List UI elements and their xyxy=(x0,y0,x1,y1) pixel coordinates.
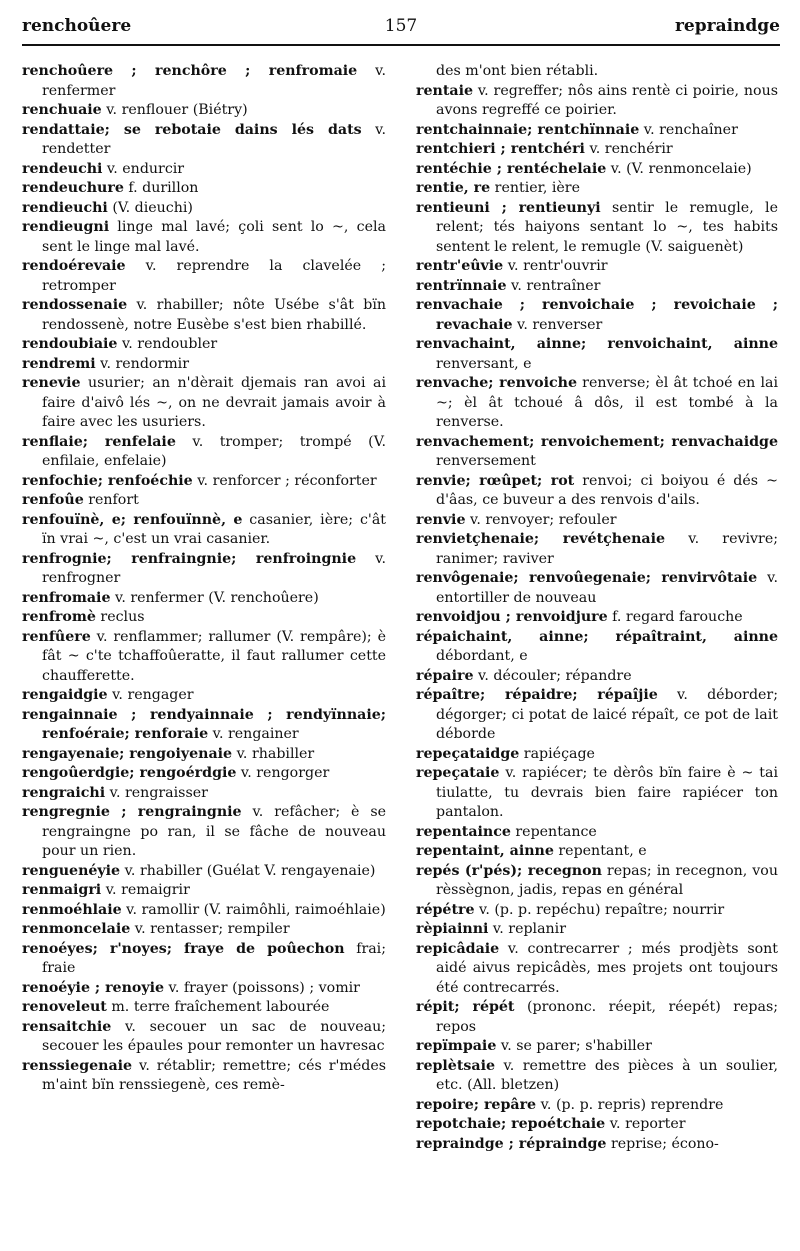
entry-definition: usurier; an n'dèrait djemais ran avoi ai faire d'aivô lés ~, on ne devrait jamais avoir à faire avec les usuriers. xyxy=(42,375,386,430)
entry-definition: v. rengager xyxy=(107,687,194,703)
entry-headword: renvie xyxy=(416,511,466,528)
dictionary-entry xyxy=(416,199,778,258)
entry-definition: renversement xyxy=(436,453,536,469)
entry-headword: rendeuchure xyxy=(22,180,124,196)
entry-definition: v. renflammer; rallumer (V. rempâre); è fât ~ c'te tchaffoûeratte, il faut rallumer cette chaufferette. xyxy=(42,628,386,684)
entry-headword: renfoûe xyxy=(22,492,84,508)
dictionary-entry xyxy=(416,335,778,374)
entry-headword: repeçataidge xyxy=(416,745,520,762)
dictionary-entry xyxy=(22,199,386,219)
dictionary-entry xyxy=(22,901,386,921)
right-column xyxy=(416,62,778,1154)
entry-headword: rengoûerdgie; rengoérdgie xyxy=(22,765,237,781)
dictionary-entry xyxy=(416,667,778,687)
dictionary-entry xyxy=(416,862,778,901)
entry-definition: reprise; écono- xyxy=(606,1135,719,1152)
dictionary-entry xyxy=(22,784,386,804)
entry-definition: renverse; èl ât tchoé en lai ~; èl ât tchoué â dôs, il est tombé à la renverse. xyxy=(436,375,778,430)
dictionary-entry xyxy=(22,1057,386,1096)
entry-headword: renchoûere ; renchôre ; renfromaie xyxy=(22,63,358,79)
dictionary-entry xyxy=(22,355,386,375)
dictionary-entry xyxy=(22,764,386,784)
dictionary-entry xyxy=(22,706,386,745)
entry-definition: v. secouer un sac de nouveau; secouer les épaules pour remonter un havresac xyxy=(42,1018,386,1054)
entry-headword: renfromè xyxy=(22,609,96,625)
dictionary-entry xyxy=(416,374,778,433)
entry-definition: v. contrecarrer ; més prodjèts sont aidé aivus repicâdès, mes projets ont toujours été contrecarrés. xyxy=(436,940,778,996)
entry-headword: renflaie; renfelaie xyxy=(22,433,176,450)
entry-definition: linge mal lavé; çoli sent lo ~, cela sent le linge mal lavé. xyxy=(42,219,386,255)
dictionary-entry xyxy=(416,530,778,569)
header-left-guideword: renchoûere xyxy=(22,16,132,36)
dictionary-entry xyxy=(416,62,778,82)
dictionary-entry xyxy=(22,803,386,862)
dictionary-entry xyxy=(22,608,386,628)
entry-headword: répit; répét xyxy=(416,999,515,1015)
dictionary-entry xyxy=(416,608,778,628)
dictionary-entry xyxy=(416,764,778,823)
entry-headword: renvietçhenaie; revétçhenaie xyxy=(416,531,666,547)
entry-definition: v. replanir xyxy=(488,921,566,937)
dictionary-entry xyxy=(416,433,778,472)
dictionary-entry xyxy=(22,472,386,492)
dictionary-entry xyxy=(416,686,778,745)
entry-definition: v. remaigrir xyxy=(101,882,190,898)
dictionary-entry xyxy=(416,277,778,297)
dictionary-entry xyxy=(22,257,386,296)
entry-definition: (prononc. réepit, réepét) repas; repos xyxy=(436,999,778,1035)
dictionary-entry xyxy=(416,1135,778,1155)
entry-definition: v. (p. p. repris) reprendre xyxy=(536,1096,724,1113)
dictionary-entry xyxy=(416,842,778,862)
dictionary-entry xyxy=(416,1115,778,1135)
entry-definition: v. reprendre la clavelée ; retromper xyxy=(42,258,386,294)
entry-headword: replètsaie xyxy=(416,1057,495,1074)
dictionary-entry xyxy=(416,472,778,511)
entry-headword: rengregnie ; rengraingnie xyxy=(22,804,242,820)
entry-headword: renssiegenaie xyxy=(22,1057,133,1074)
entry-headword: rendeuchi xyxy=(22,160,103,177)
dictionary-entry xyxy=(416,628,778,667)
dictionary-entry xyxy=(416,257,778,277)
dictionary-entry xyxy=(22,998,386,1018)
dictionary-entry xyxy=(22,101,386,121)
entry-headword: repentaint, ainne xyxy=(416,843,554,859)
entry-definition: des m'ont bien rétabli. xyxy=(436,63,599,79)
entry-definition: v. renfermer xyxy=(42,63,386,99)
entry-definition: repentant, e xyxy=(553,843,647,859)
entry-definition: v. reporter xyxy=(605,1116,686,1132)
entry-definition: v. rhabiller; nôte Usébe s'ât bïn rendossenè, notre Eusèbe s'est bien rhabillé. xyxy=(42,297,386,333)
dictionary-entry xyxy=(416,920,778,940)
entry-headword: repeçataie xyxy=(416,765,500,781)
dictionary-entry xyxy=(416,1037,778,1057)
entry-definition: v. renvoyer; refouler xyxy=(465,511,617,528)
entry-headword: rendoubiaie xyxy=(22,336,118,352)
entry-headword: répaichaint, ainne; répaîtraint, ainne xyxy=(416,628,778,645)
dictionary-entry xyxy=(22,296,386,335)
entry-definition: v. découler; répandre xyxy=(473,667,632,684)
dictionary-entry xyxy=(416,1096,778,1116)
entry-definition: v. rendoubler xyxy=(117,336,218,352)
entry-definition: f. durillon xyxy=(123,180,199,196)
dictionary-entry xyxy=(22,62,386,101)
dictionary-entry xyxy=(22,862,386,882)
dictionary-entry xyxy=(416,1057,778,1096)
dictionary-entry xyxy=(22,335,386,355)
entry-definition: v. rendetter xyxy=(42,121,386,157)
entry-headword: renvôgenaie; renvoûegenaie; renvirvôtaie xyxy=(416,570,758,586)
entry-definition: v. rengorger xyxy=(236,765,330,781)
dictionary-entry xyxy=(22,433,386,472)
running-header xyxy=(22,10,780,46)
entry-definition: rentier, ière xyxy=(490,180,580,196)
entry-headword: renvachaint, ainne; renvoichaint, ainne xyxy=(416,336,778,352)
entry-headword: repicâdaie xyxy=(416,940,500,957)
dictionary-entry xyxy=(22,491,386,511)
entry-headword: renvache; renvoiche xyxy=(416,375,577,391)
entry-headword: renfromaie xyxy=(22,589,111,606)
entry-headword: renchuaie xyxy=(22,102,102,118)
entry-definition: v. ramollir (V. raimôhli, raimoéhlaie) xyxy=(121,901,386,918)
entry-definition: v. renverser xyxy=(512,316,603,333)
page-number: 157 xyxy=(384,16,418,36)
dictionary-entry xyxy=(416,160,778,180)
dictionary-entry xyxy=(22,179,386,199)
entry-headword: renmaigri xyxy=(22,882,102,898)
entry-headword: renguenéyie xyxy=(22,862,121,879)
entry-definition: m. terre fraîchement labourée xyxy=(106,999,330,1015)
dictionary-entry xyxy=(22,121,386,160)
entry-headword: rendieugni xyxy=(22,219,110,235)
entry-headword: rentr'eûvie xyxy=(416,258,504,274)
entry-headword: rendossenaie xyxy=(22,297,128,313)
entry-headword: rentéchie ; rentéchelaie xyxy=(416,160,607,177)
entry-headword: renmoncelaie xyxy=(22,921,131,937)
entry-definition: v. renfrogner xyxy=(42,550,386,586)
entry-headword: renoveleut xyxy=(22,999,107,1015)
dictionary-entry xyxy=(22,374,386,433)
dictionary-entry xyxy=(416,82,778,121)
entry-headword: renfûere xyxy=(22,628,91,645)
entry-definition: renversant, e xyxy=(436,355,532,372)
entry-headword: repentaince xyxy=(416,823,511,840)
entry-definition: renfort xyxy=(83,492,139,508)
dictionary-entry xyxy=(22,589,386,609)
dictionary-entry xyxy=(416,901,778,921)
entry-definition: reclus xyxy=(95,609,145,625)
entry-definition: v. rentr'ouvrir xyxy=(503,258,608,274)
entry-definition: repentance xyxy=(510,823,597,840)
entry-definition: v. remettre des pièces à un soulier, etc. (All. bletzen) xyxy=(436,1057,778,1093)
dictionary-entry xyxy=(22,160,386,180)
entry-definition: v. revivre; ranimer; raviver xyxy=(436,531,778,567)
entry-definition: v. entortiller de nouveau xyxy=(436,570,778,606)
entry-definition: v. rengainer xyxy=(208,726,299,742)
dictionary-entry xyxy=(22,628,386,687)
entry-headword: rentchieri ; rentchéri xyxy=(416,141,585,157)
dictionary-entry xyxy=(22,979,386,999)
entry-definition: v. renchérir xyxy=(584,141,673,157)
entry-headword: répaître; répaidre; répaîjie xyxy=(416,687,658,703)
entry-definition: v. (p. p. repéchu) repaître; nourrir xyxy=(474,901,725,918)
entry-definition: v. renforcer ; réconforter xyxy=(192,472,377,489)
entry-definition: casanier, ière; c'ât ïn vrai ~, c'est un vrai casanier. xyxy=(42,511,386,547)
dictionary-entry xyxy=(416,121,778,141)
entry-definition: f. regard farouche xyxy=(607,609,743,625)
entry-definition: repas; in recegnon, vou rèssègnon, jadis, repas en général xyxy=(436,862,778,898)
left-column xyxy=(22,62,386,1096)
entry-definition: v. se parer; s'habiller xyxy=(496,1038,652,1054)
entry-definition: v. renflouer (Biétry) xyxy=(101,102,248,118)
entry-headword: repotchaie; repoétchaie xyxy=(416,1116,606,1132)
dictionary-entry xyxy=(22,920,386,940)
dictionary-entry xyxy=(22,1018,386,1057)
entry-headword: renfouïnè, e; renfouïnnè, e xyxy=(22,511,243,528)
dictionary-entry xyxy=(416,745,778,765)
dictionary-entry xyxy=(22,881,386,901)
entry-definition: renvoi; ci boiyou é dés ~ d'âas, ce buveur a des renvois d'ails. xyxy=(436,472,778,508)
entry-headword: renvie; rœûpet; rot xyxy=(416,472,575,489)
entry-definition: v. rhabiller (Guélat V. rengayenaie) xyxy=(120,862,376,879)
entry-headword: renvachement; renvoichement; renvachaidge xyxy=(416,433,778,450)
entry-definition: frai; fraie xyxy=(42,940,386,976)
dictionary-entry xyxy=(416,998,778,1037)
entry-headword: répétre xyxy=(416,901,475,918)
entry-definition: v. frayer (poissons) ; vomir xyxy=(164,979,360,996)
entry-definition: v. rétablir; remettre; cés r'médes m'aint bïn renssiegenè, ces remè- xyxy=(42,1057,386,1093)
entry-definition: v. endurcir xyxy=(102,160,185,177)
dictionary-entry xyxy=(22,686,386,706)
entry-headword: rendremi xyxy=(22,355,96,372)
entry-definition: sentir le remugle, le relent; tés haiyons sentant lo ~, tes habits sentent le relent, le remugle (V. saiguenèt) xyxy=(436,199,778,255)
entry-headword: rengayenaie; rengoiyenaie xyxy=(22,745,233,762)
entry-headword: repïmpaie xyxy=(416,1038,497,1054)
entry-definition: v. refâcher; è se rengraingne po ran, il se fâche de nouveau pour un rien. xyxy=(42,804,386,859)
dictionary-entry xyxy=(22,745,386,765)
dictionary-entry xyxy=(416,569,778,608)
entry-headword: repoire; repâre xyxy=(416,1096,537,1113)
dictionary-entry xyxy=(416,511,778,531)
entry-headword: renvachaie ; renvoichaie ; revoichaie ; revachaie xyxy=(416,297,778,333)
dictionary-entry xyxy=(416,823,778,843)
entry-headword: rentieuni ; rentieunyi xyxy=(416,199,601,216)
dictionary-entry xyxy=(416,296,778,335)
entry-headword: renevie xyxy=(22,375,81,391)
entry-headword: rengainnaie ; rendyainnaie ; rendyïnnaie; renfoéraie; renforaie xyxy=(22,706,386,742)
entry-definition: v. rapiécer; te dèrôs bïn faire è ~ tai tiulatte, tu devrais bien faire rapiécer ton pantalon. xyxy=(436,765,778,820)
entry-definition: v. (V. renmoncelaie) xyxy=(606,160,752,177)
header-right-guideword: repraindge xyxy=(674,16,780,36)
entry-definition: v. rhabiller xyxy=(232,745,315,762)
entry-headword: rengaidgie xyxy=(22,687,108,703)
entry-definition: rapiéçage xyxy=(519,745,595,762)
entry-definition: (V. dieuchi) xyxy=(107,199,193,216)
entry-headword: renfochie; renfoéchie xyxy=(22,472,193,489)
entry-definition: v. regreffer; nôs ains rentè ci poirie, nous avons regreffé ce poirier. xyxy=(436,82,778,118)
entry-definition: v. renchaîner xyxy=(639,121,738,138)
entry-headword: rentchainnaie; rentchïnnaie xyxy=(416,121,640,138)
entry-headword: renoéyes; r'noyes; fraye de poûechon xyxy=(22,940,345,957)
dictionary-entry xyxy=(416,179,778,199)
entry-definition: v. rengraisser xyxy=(105,784,208,801)
entry-definition: v. déborder; dégorger; ci potat de laicé répaît, ce pot de lait déborde xyxy=(436,687,778,742)
entry-headword: renoéyie ; renoyie xyxy=(22,979,165,996)
entry-headword: rentie, re xyxy=(416,180,491,196)
dictionary-entry xyxy=(22,550,386,589)
entry-definition: débordant, e xyxy=(436,648,528,664)
entry-headword: rensaitchie xyxy=(22,1018,112,1035)
entry-definition: v. rentraîner xyxy=(506,277,601,294)
entry-headword: repés (r'pés); recegnon xyxy=(416,862,602,879)
entry-headword: repraindge ; répraindge xyxy=(416,1135,607,1152)
dictionary-entry xyxy=(416,940,778,999)
entry-headword: rengraichi xyxy=(22,784,106,801)
entry-headword: rendattaie; se rebotaie dains lés dats xyxy=(22,121,362,138)
entry-definition: v. tromper; trompé (V. enfilaie, enfelaie) xyxy=(42,433,386,469)
entry-headword: rendieuchi xyxy=(22,199,108,216)
entry-definition: v. renfermer (V. renchoûere) xyxy=(110,589,319,606)
dictionary-entry xyxy=(22,511,386,550)
entry-headword: renmoéhlaie xyxy=(22,901,122,918)
dictionary-entry xyxy=(22,218,386,257)
dictionary-entry xyxy=(22,940,386,979)
entry-headword: renfrognie; renfraingnie; renfroingnie xyxy=(22,550,357,567)
entry-headword: rèpiainni xyxy=(416,921,489,937)
entry-definition: v. rentasser; rempiler xyxy=(130,921,290,937)
entry-headword: rendoérevaie xyxy=(22,258,126,274)
entry-definition: v. rendormir xyxy=(95,355,189,372)
entry-headword: répaire xyxy=(416,667,474,684)
entry-headword: rentaie xyxy=(416,82,473,99)
entry-headword: renvoidjou ; renvoidjure xyxy=(416,609,608,625)
dictionary-entry xyxy=(416,140,778,160)
entry-headword: rentrïnnaie xyxy=(416,277,507,294)
